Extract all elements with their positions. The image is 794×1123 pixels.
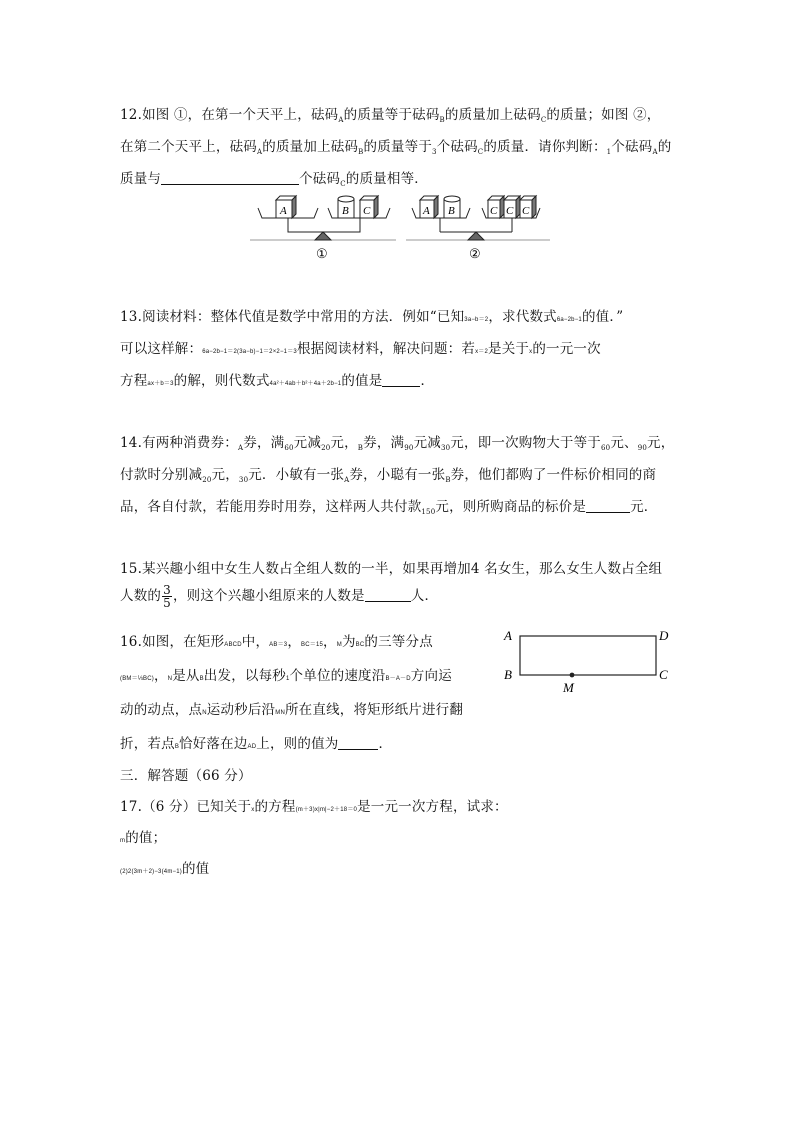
section-title: 三．解答题（66 分） (120, 768, 252, 784)
balance-figure (250, 192, 550, 264)
cylinder-B-2-label: B (448, 205, 455, 217)
cube-A-2-label: A (423, 205, 430, 217)
q17-line-1: 17.（6 分）已知关于x的方程(m＋3)x|m|−2＋18＝0是一元一次方程，试求： (120, 799, 508, 815)
cylinder-B-1-label: B (342, 205, 349, 217)
vertex-B: B (504, 667, 512, 682)
q14-line-1: 14.有两种消费券：$_A$券，满$_{60}$元减$_{20}$元，$_B$券，满$_{90}$元减$_{30}$元，即一次购物大于等于$_{60}$元、$_{90}$元， (120, 435, 675, 452)
rectangle-figure (500, 624, 680, 696)
q12-line-2: 在第二个天平上，砝码$_A$的质量加上砝码$_B$的质量等于$_3$个砝码$_C$的质量．请你判断：$_1$个砝码$_A$的 (120, 139, 672, 156)
fulcrum-2 (468, 232, 484, 240)
figure-label-2: ② (469, 246, 481, 261)
cube-A-1-label: A (280, 205, 287, 217)
rectangle-abcd (520, 636, 656, 675)
cube-C-2a-label: C (490, 205, 498, 217)
vertex-C: C (659, 667, 668, 682)
q16-line-2: (BM＝⅓BC)，N是从B出发，以每秒1个单位的速度沿B－A－D方向运 (120, 668, 452, 684)
q17-line-2: m的值； (120, 830, 167, 846)
q16-line-1: 16.如图，在矩形ABCD中，AB＝3，BC＝15，M为BC的三等分点 (120, 634, 433, 650)
q12-line-1: 12.如图 ①，在第一个天平上，砝码$_A$的质量等于砝码$_B$的质量加上砝码$_C$的质量；如图 ②， (120, 107, 661, 124)
q16-line-3: 动的动点，点N运动秒后沿MN所在直线，将矩形纸片进行翻 (120, 702, 464, 718)
point-M (570, 673, 575, 678)
q13-line-2: 可以这样解：6a−2b−1＝2(3a−b)−1＝2×2−1＝3根据阅读材料，解决问题：若x＝2是关于x的一元一次 (120, 341, 601, 357)
q15-line-2: 人数的 $\frac{3}{5}$ ，则这个兴趣小组原来的人数是 人． (120, 583, 439, 610)
vertex-A: A (504, 628, 512, 643)
cube-C-1-label: C (363, 205, 371, 217)
q13-line-1: 13.阅读材料：整体代值是数学中常用的方法．例如“已知3a−b＝2，求代数式6a−2b−1的值．” (120, 309, 624, 325)
q16-line-4: 折，若点B恰好落在边AD上，则的值为 ． (120, 736, 393, 752)
answer-blank-q13 (382, 374, 420, 387)
cube-C-2c-label: C (522, 205, 530, 217)
fulcrum-1 (315, 232, 331, 240)
fraction-three-fifths: $\frac{3}{5}$ (163, 583, 171, 610)
answer-blank-q16 (338, 737, 378, 750)
q15-line-1: 15.某兴趣小组中女生人数占全组人数的一半，如果再增加4 名女生，那么女生人数占全组 (120, 561, 663, 577)
q14-line-2: 付款时分别减$_{20}$元，$_{30}$元．小敏有一张$_A$券，小聪有一张$_B$券，他们都购了一件标价相同的商 (120, 467, 657, 484)
q17-line-3: (2)2(3m＋2)−3(4m−1)的值 (120, 861, 210, 877)
answer-blank-q15 (365, 589, 411, 602)
q12-line-3: 质量与 个砝码$_C$的质量相等． (120, 171, 428, 188)
cube-C-2b-label: C (506, 205, 514, 217)
vertex-D: D (659, 628, 669, 643)
q14-line-3: 品，各自付款，若能用券时用券，这样两人共付款$_{150}$元，则所购商品的标价是 元． (120, 499, 658, 516)
answer-blank-q14 (586, 500, 630, 513)
q13-line-3: 方程ax＋b＝3的解，则代数式4a²＋4ab＋b²＋4a＋2b−1的值是 ． (120, 373, 435, 389)
figure-label-1: ① (316, 246, 328, 261)
answer-blank-q12 (161, 172, 299, 185)
point-M-label: M (563, 680, 574, 695)
